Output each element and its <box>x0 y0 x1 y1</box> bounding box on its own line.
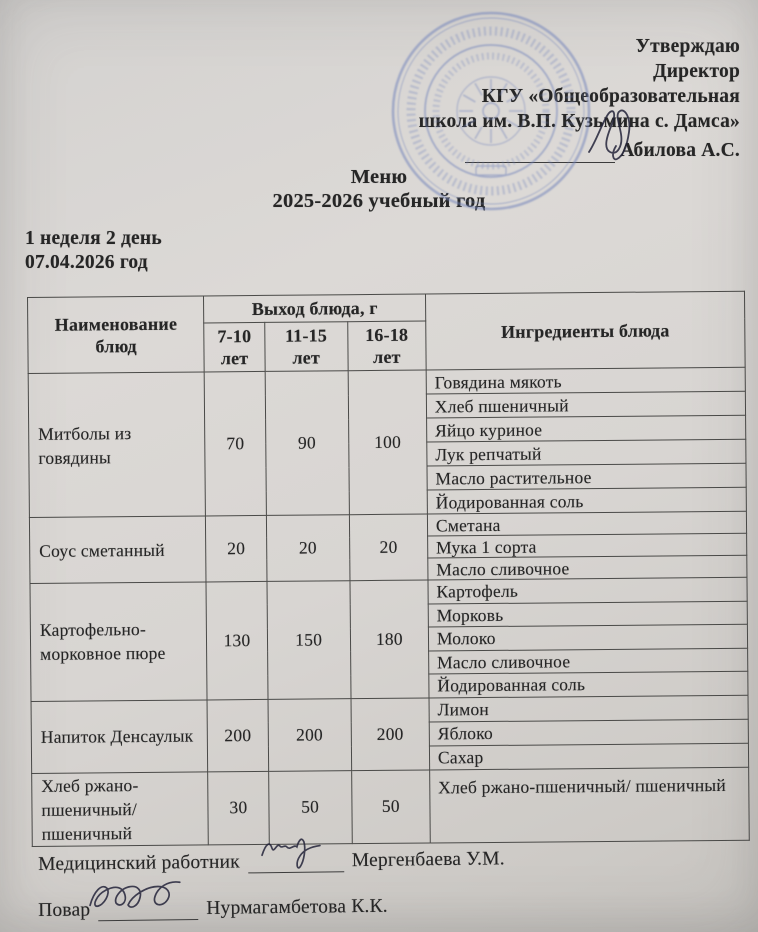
ingredient: Мука 1 сорта <box>428 533 747 558</box>
portion-16-18: 180 <box>350 580 429 698</box>
director-handwritten-signature-icon <box>583 106 661 164</box>
approval-line: Директор <box>653 61 740 82</box>
ingredient: Йодированная соль <box>429 671 748 697</box>
signature-blank <box>248 852 344 873</box>
dish-name: Хлеб ржано-пшеничный/ пшеничный <box>32 771 209 846</box>
ingredient: Молоко <box>428 624 747 650</box>
date-line: 07.04.2026 год <box>25 252 148 273</box>
ingredient: Масло сливочное <box>429 648 748 674</box>
portion-16-18: 50 <box>351 770 430 844</box>
col-header-age-7-10: 7-10 лет <box>204 322 265 372</box>
week-day-line: 1 неделя 2 день <box>25 228 162 249</box>
portion-7-10: 130 <box>206 581 267 699</box>
ingredient: Морковь <box>428 601 747 627</box>
portion-11-15: 150 <box>267 581 351 699</box>
col-header-ingredients: Ингредиенты блюда <box>425 291 745 370</box>
portion-7-10: 20 <box>206 515 267 582</box>
approval-line: КГУ «Общеобразовательная <box>481 86 740 107</box>
col-header-dish-name: Наименование блюд <box>28 296 205 374</box>
col-header-age-11-15: 11-15 лет <box>264 322 348 372</box>
portion-11-15: 50 <box>268 770 352 844</box>
approval-block <box>320 34 740 163</box>
col-header-age-16-18: 16-18 лет <box>347 321 426 371</box>
approval-line: Утверждаю <box>635 36 740 57</box>
portion-16-18: 100 <box>348 370 427 515</box>
dish-name: Картофельно-морковное пюре <box>30 582 207 701</box>
signature-blank <box>98 900 198 921</box>
portion-11-15: 200 <box>268 698 352 771</box>
director-signature-line <box>465 138 740 163</box>
director-name: Абилова А.С. <box>620 140 740 161</box>
dish-name: Напиток Денсаулык <box>31 699 208 773</box>
ingredient: Масло растительное <box>427 463 746 490</box>
cook-name: Нурмагамбетова К.К. <box>206 895 388 919</box>
cook-label: Повар <box>38 899 91 921</box>
ingredient: Яблоко <box>429 719 748 746</box>
portion-11-15: 90 <box>265 371 349 516</box>
document-title: Меню <box>350 166 408 188</box>
ingredient: Сметана <box>427 511 746 536</box>
ingredient: Картофель <box>428 577 747 603</box>
ingredient: Лимон <box>429 695 748 722</box>
ingredient: Яйцо куриное <box>426 415 745 442</box>
menu-table <box>27 291 750 847</box>
portion-16-18: 200 <box>351 698 430 771</box>
ingredient: Лук репчатый <box>427 439 746 466</box>
ingredient: Масло сливочное <box>428 555 747 580</box>
medical-worker-name: Мергенбаева У.М. <box>351 848 505 872</box>
approval-line: школа им. В.П. Кузьмина с. Дамса» <box>418 111 740 132</box>
cook-handwritten-signature-icon <box>84 874 195 921</box>
medical-worker-signature-line <box>38 848 505 876</box>
medical-handwritten-signature-icon <box>257 828 328 873</box>
ingredient: Йодированная соль <box>427 487 746 514</box>
col-header-yield-group: Выход блюда, г <box>204 294 426 323</box>
ingredient: Говядина мякоть <box>426 367 745 394</box>
portion-7-10: 30 <box>208 771 269 845</box>
ingredient: Хлеб ржано-пшеничный/ пшеничный <box>430 767 750 843</box>
dish-name: Соус сметанный <box>29 516 206 584</box>
ingredient: Сахар <box>429 743 748 770</box>
cook-signature-line <box>38 896 388 922</box>
portion-11-15: 20 <box>266 515 350 582</box>
portion-7-10: 200 <box>207 699 268 772</box>
portion-7-10: 70 <box>205 371 266 516</box>
document-subtitle: 2025-2026 учебный год <box>272 190 486 212</box>
ingredient: Хлеб пшеничный <box>426 391 745 418</box>
dish-name: Митболы из говядины <box>28 372 206 518</box>
medical-worker-label: Медицинский работник <box>38 851 240 875</box>
portion-16-18: 20 <box>349 514 428 581</box>
